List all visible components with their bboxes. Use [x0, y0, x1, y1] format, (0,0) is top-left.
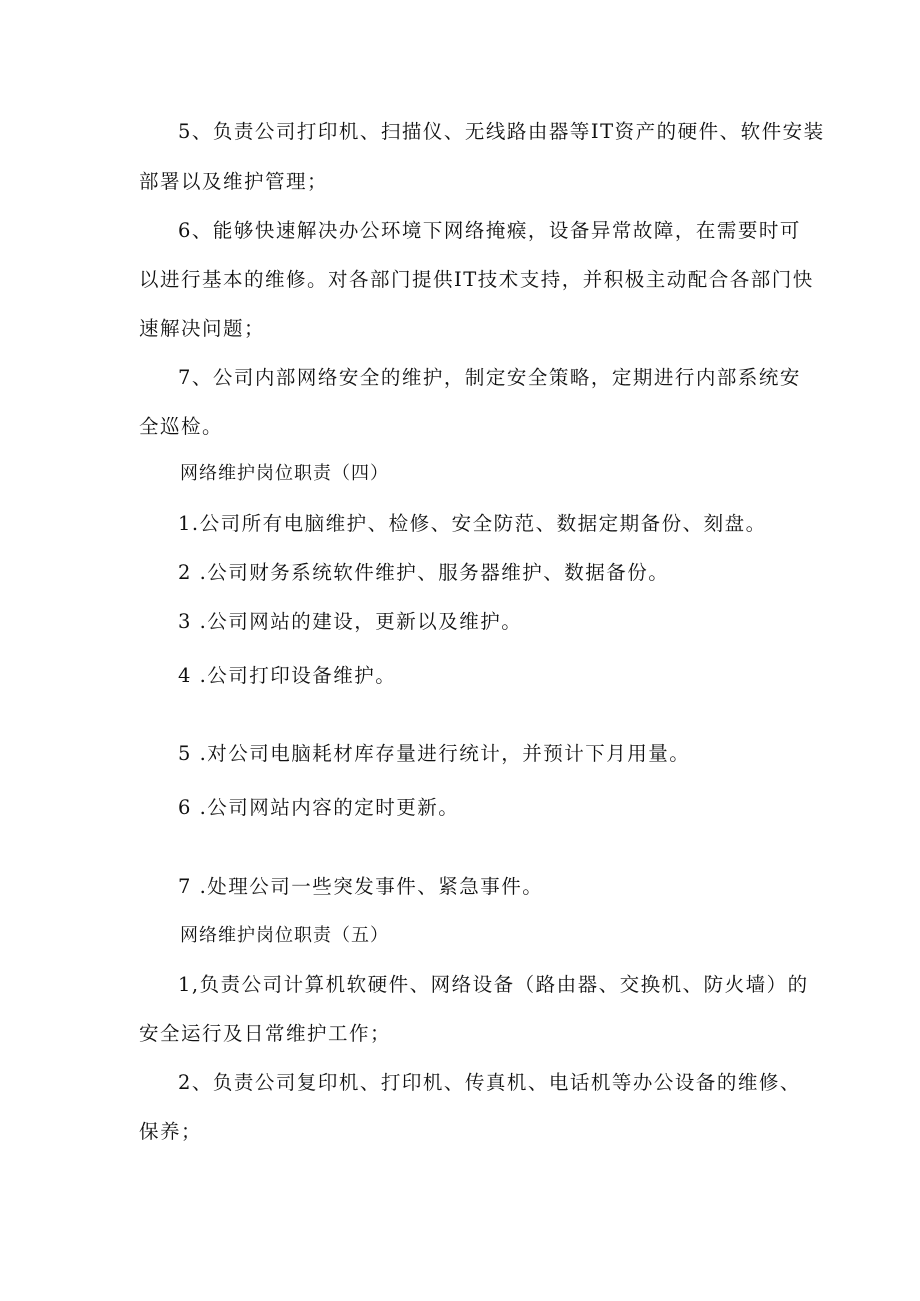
- section-5-paragraph-1-line-1: 1,负责公司计算机软硬件、网络设备（路由器、交换机、防火墙）的: [178, 973, 809, 996]
- section-4-item-1: 1.公司所有电脑维护、检修、安全防范、数据定期备份、刻盘。: [178, 512, 767, 535]
- section-4-item-7: 7 .处理公司一些突发事件、紧急事件。: [178, 875, 544, 898]
- paragraph-6-line-3: 速解决问题；: [139, 317, 266, 340]
- section-4-heading: 网络维护岗位职责（四）: [180, 463, 389, 484]
- section-5-paragraph-2-line-1: 2、负责公司复印机、打印机、传真机、电话机等办公设备的维修、: [178, 1071, 801, 1094]
- paragraph-7-line-1: 7、公司内部网络安全的维护，制定安全策略，定期进行内部系统安: [178, 366, 801, 389]
- section-5-heading: 网络维护岗位职责（五）: [180, 925, 389, 946]
- paragraph-6-line-1: 6、能够快速解决办公环境下网络掩瘊，设备异常故障，在需要时可: [178, 219, 801, 242]
- paragraph-5-line-2: 部署以及维护管理；: [139, 170, 329, 193]
- section-5-paragraph-2-line-2: 保养；: [139, 1120, 203, 1143]
- section-5-paragraph-1-line-2: 安全运行及日常维护工作；: [139, 1022, 392, 1045]
- section-4-item-4: 4 .公司打印设备维护。: [178, 664, 397, 687]
- section-4-item-3: 3 .公司网站的建设，更新以及维护。: [178, 610, 523, 633]
- paragraph-5-line-1: 5、负责公司打印机、扫描仪、无线路由器等IT资产的硬件、软件安装: [178, 120, 825, 143]
- paragraph-6-line-2: 以进行基本的维修。对各部门提供IT技术支持，并积极主动配合各部门快: [139, 268, 814, 291]
- paragraph-7-line-2: 全巡检。: [139, 415, 224, 438]
- section-4-item-5: 5 .对公司电脑耗材库存量进行统计，并预计下月用量。: [178, 742, 691, 765]
- section-4-item-2: 2 .公司财务系统软件维护、服务器维护、数据备份。: [178, 561, 670, 584]
- section-4-item-6: 6 .公司网站内容的定时更新。: [178, 796, 460, 819]
